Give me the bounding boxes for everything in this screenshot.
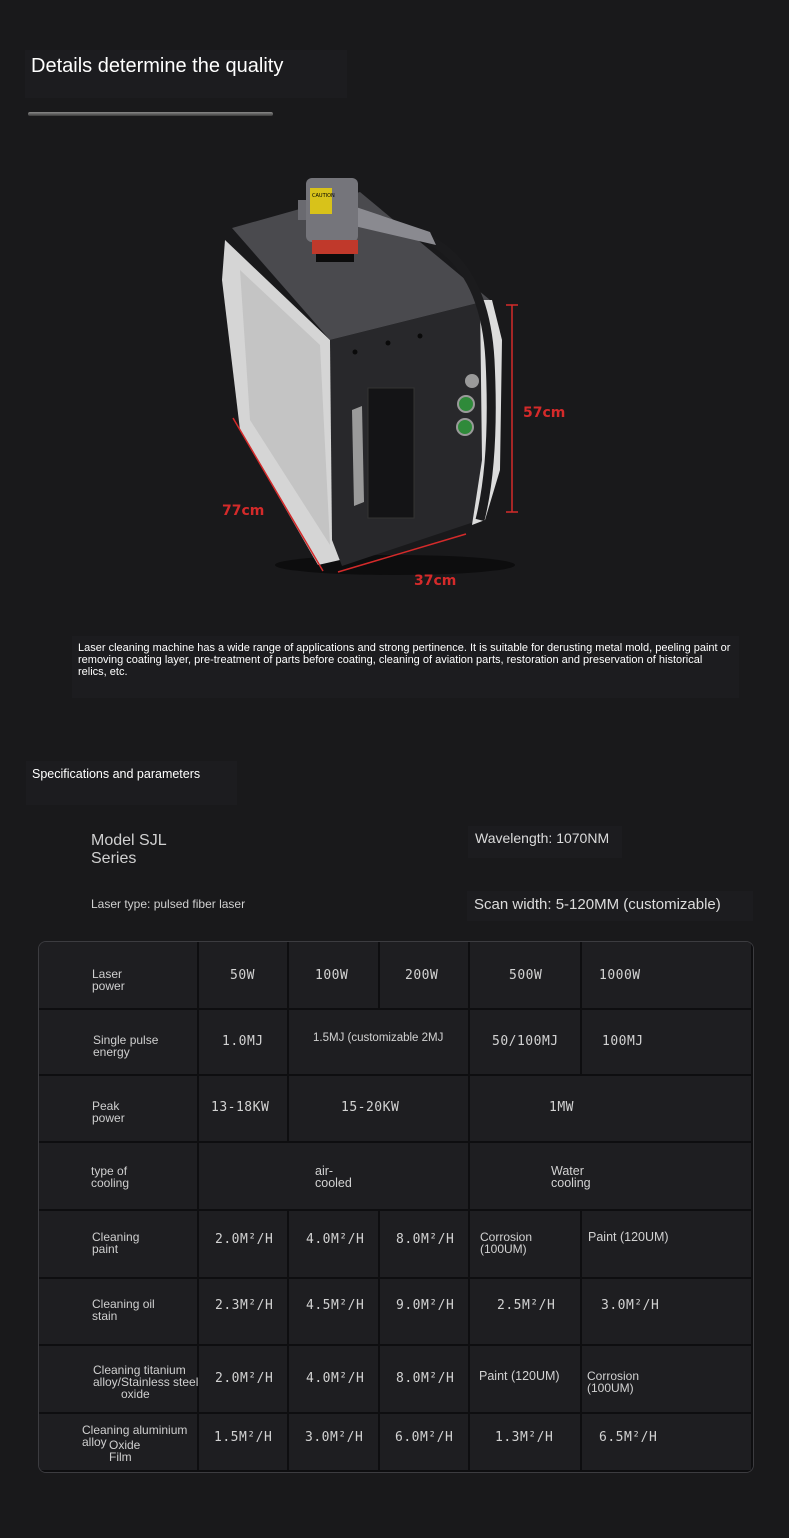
row-label-aluminium-2: alloy (82, 1435, 107, 1449)
cleaning-titanium-value: Corrosion (100UM) (587, 1369, 640, 1395)
length-dimension: 77cm (222, 503, 265, 519)
spec-table (38, 941, 754, 1473)
cleaning-oil-value: 9.0M²/H (396, 1298, 455, 1313)
laser-type: Laser type: pulsed fiber laser (91, 897, 246, 911)
cleaning-oil-value: 3.0M²/H (601, 1298, 660, 1313)
cleaning-paint-value: Corrosion (100UM) (480, 1230, 533, 1256)
cleaning-oil-value: 4.5M²/H (306, 1298, 365, 1313)
cleaning-paint-value: 2.0M²/H (215, 1232, 274, 1247)
cleaning-titanium-value: Paint (120UM) (479, 1369, 560, 1383)
laser-power-value: 1000W (599, 968, 641, 983)
table-cell (470, 1143, 753, 1211)
cleaning-paint-value: 4.0M²/H (306, 1232, 365, 1247)
cleaning-titanium-value: 8.0M²/H (396, 1371, 455, 1386)
scan-width: Scan width: 5-120MM (customizable) (474, 896, 721, 913)
cleaning-aluminium-value: 3.0M²/H (305, 1430, 364, 1445)
height-dimension: 57cm (523, 405, 566, 421)
pulse-energy-value: 100MJ (602, 1034, 644, 1049)
pulse-energy-value: 1.0MJ (222, 1034, 264, 1049)
width-dimension: 37cm (414, 573, 457, 589)
cleaning-titanium-value: 4.0M²/H (306, 1371, 365, 1386)
cooling-value: Water cooling (551, 1164, 591, 1190)
laser-power-value: 500W (509, 968, 543, 983)
laser-power-value: 100W (315, 968, 349, 983)
cooling-value: air-cooled (315, 1164, 352, 1190)
cleaning-titanium-value: 2.0M²/H (215, 1371, 274, 1386)
row-label-titanium-1: Cleaning titanium (93, 1363, 186, 1377)
wavelength: Wavelength: 1070NM (475, 830, 610, 846)
laser-power-value: 200W (405, 968, 439, 983)
cleaning-oil-value: 2.5M²/H (497, 1298, 556, 1313)
page-title: Details determine the quality (31, 55, 284, 77)
cleaning-paint-value: 8.0M²/H (396, 1232, 455, 1247)
pulse-energy-value: 50/100MJ (492, 1034, 559, 1049)
row-label-aluminium-4: Film (109, 1450, 132, 1464)
laser-power-value: 50W (230, 968, 255, 983)
row-label-aluminium-1: Cleaning aluminium (82, 1423, 188, 1437)
model-series: Model SJL Series (91, 832, 166, 867)
peak-power-value: 1MW (549, 1100, 574, 1115)
row-label-peak-power: Peak power (92, 1099, 125, 1125)
cleaning-paint-value: Paint (120UM) (588, 1230, 669, 1244)
table-cell (470, 1076, 753, 1143)
header-underline (28, 112, 273, 116)
cleaning-aluminium-value: 6.0M²/H (395, 1430, 454, 1445)
row-label-cleaning-oil: Cleaning oil stain (92, 1297, 155, 1323)
pulse-energy-value: 1.5MJ (customizable 2MJ (313, 1032, 444, 1044)
row-label-single-pulse: Single pulse energy (93, 1033, 159, 1059)
cleaning-aluminium-value: 1.5M²/H (214, 1430, 273, 1445)
row-label-laser-power: Laser power (92, 967, 125, 993)
description-text: Laser cleaning machine has a wide range of applications and strong pertinence. It is suitable for derusting metal mold, peeling paint or removing coating layer, pre-treatment of parts before coating, cleaning of aviation parts, restoration and preservation of historical relics, etc. (78, 642, 731, 678)
table-cell (582, 1211, 753, 1279)
row-label-titanium-2: alloy/Stainless steel (93, 1375, 199, 1389)
cleaning-aluminium-value: 6.5M²/H (599, 1430, 658, 1445)
row-label-titanium-3: oxide (121, 1387, 150, 1401)
peak-power-value: 15-20KW (341, 1100, 400, 1115)
row-label-aluminium-3: Oxide (109, 1438, 141, 1452)
cleaning-oil-value: 2.3M²/H (215, 1298, 274, 1313)
product-image (150, 160, 650, 600)
peak-power-value: 13-18KW (211, 1100, 270, 1115)
specs-title: Specifications and parameters (32, 767, 201, 781)
row-label-cooling: type of cooling (91, 1164, 130, 1190)
caution-label: CAUTION (312, 193, 335, 199)
row-label-cleaning-paint: Cleaning paint (92, 1230, 140, 1256)
cleaning-aluminium-value: 1.3M²/H (495, 1430, 554, 1445)
